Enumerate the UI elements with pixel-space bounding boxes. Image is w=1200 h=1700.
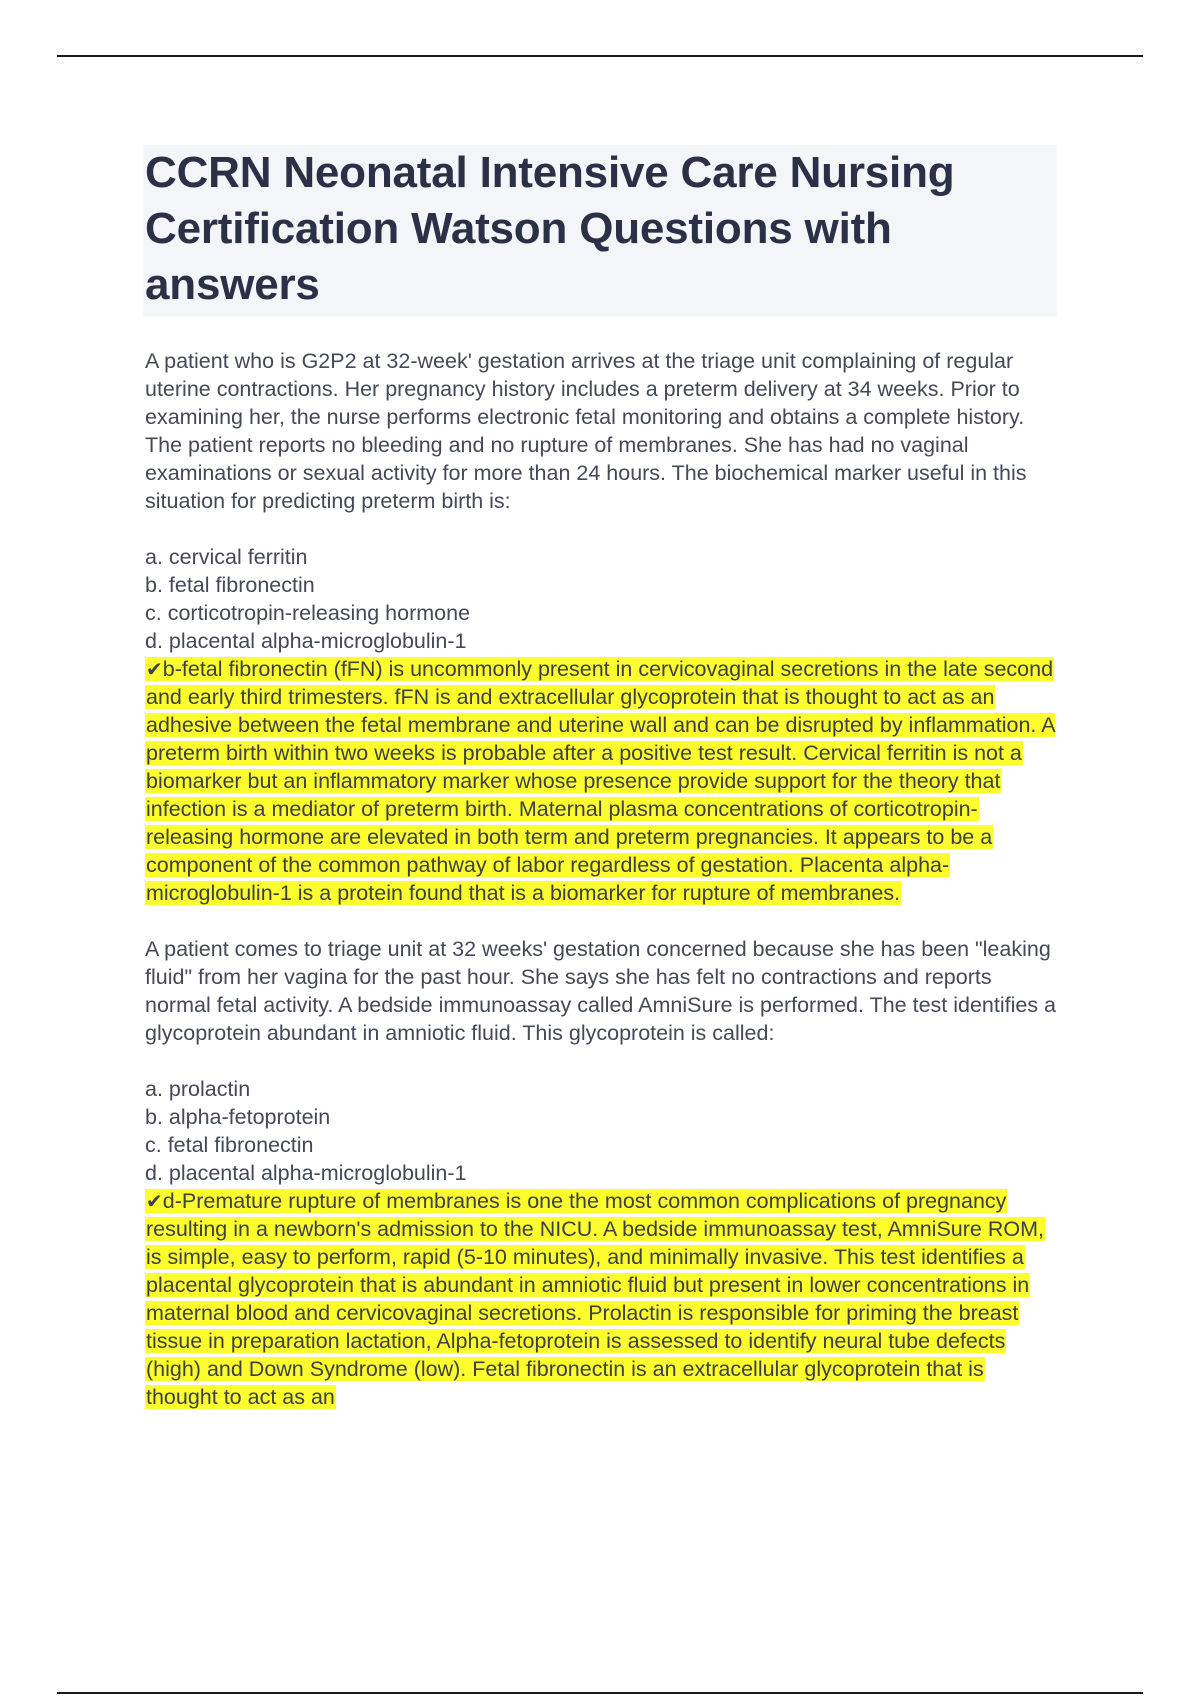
question-1-answer-text: b-fetal fibronectin (fFN) is uncommonly present in cervicovaginal secretions in the late second and early third trimesters. fFN is and extracellular glycoprotein that is thought to act as an adhesive between the fetal membrane and uterine wall and can be disrupted by inflammation. A preterm birth within two weeks is probable after a positive test result. Cervical ferritin is not a biomarker but an inflammatory marker whose presence provide support for the theory that infection is a mediator of preterm birth. Maternal plasma concentrations of corticotropin-releasing hormone are elevated in both term and preterm pregnancies. It appears to be a component of the common pathway of labor regardless of gestation. Placenta alpha-microglobulin-1 is a protein found that is a biomarker for rupture of membranes.: [146, 657, 1055, 905]
question-1-answer: [145, 655, 1057, 907]
question-1-options: [145, 543, 1057, 655]
bottom-rule: [57, 1692, 1143, 1694]
question-2-option-a: a. prolactin: [145, 1077, 251, 1101]
question-1-option-a: a. cervical ferritin: [145, 545, 308, 569]
check-mark-icon: ✔: [146, 657, 163, 681]
question-1-option-c: c. corticotropin-releasing hormone: [145, 601, 471, 625]
question-1-option-b: b. fetal fibronectin: [145, 573, 315, 597]
answer-highlight: [145, 657, 1055, 905]
question-2-answer-text: d-Premature rupture of membranes is one the most common complications of pregnancy resulting in a newborn's admission to the NICU. A bedside immunoassay test, AmniSure ROM, is simple, easy to perform, rapid (5-10 minutes), and minimally invasive. This test identifies a placental glycoprotein that is abundant in amniotic fluid but present in lower concentrations in maternal blood and cervicovaginal secretions. Prolactin is responsible for priming the breast tissue in preparation lactation, Alpha-fetoprotein is assessed to identify neural tube defects (high) and Down Syndrome (low). Fetal fibronectin is an extracellular glycoprotein that is thought to act as an: [146, 1189, 1044, 1409]
document-title: CCRN Neonatal Intensive Care Nursing Certification Watson Questions with answers: [145, 148, 955, 309]
answer-highlight: [145, 1189, 1045, 1409]
question-1-stem: A patient who is G2P2 at 32-week' gestation arrives at the triage unit complaining of regular uterine contractions. Her pregnancy history includes a preterm delivery at 34 weeks. Prior to examining her, the nurse performs electronic fetal monitoring and obtains a complete history. The patient reports no bleeding and no rupture of membranes. She has had no vaginal examinations or sexual activity for more than 24 hours. The biochemical marker useful in this situation for predicting preterm birth is:: [145, 349, 1027, 513]
document-body: [145, 145, 1057, 1411]
question-2-options: [145, 1075, 1057, 1187]
question-2-stem: A patient comes to triage unit at 32 weeks' gestation concerned because she has been "leaking fluid" from her vagina for the past hour. She says she has felt no contractions and reports normal fetal activity. A bedside immunoassay called AmniSure is performed. The test identifies a glycoprotein abundant in amniotic fluid. This glycoprotein is called:: [145, 937, 1057, 1045]
top-rule: [57, 55, 1143, 57]
question-1-option-d: d. placental alpha-microglobulin-1: [145, 629, 467, 653]
title-block: [143, 145, 1057, 317]
question-2-option-d: d. placental alpha-microglobulin-1: [145, 1161, 467, 1185]
question-2-option-c: c. fetal fibronectin: [145, 1133, 314, 1157]
question-2-answer: [145, 1187, 1057, 1411]
question-2-option-b: b. alpha-fetoprotein: [145, 1105, 331, 1129]
check-mark-icon: ✔: [146, 1189, 163, 1213]
